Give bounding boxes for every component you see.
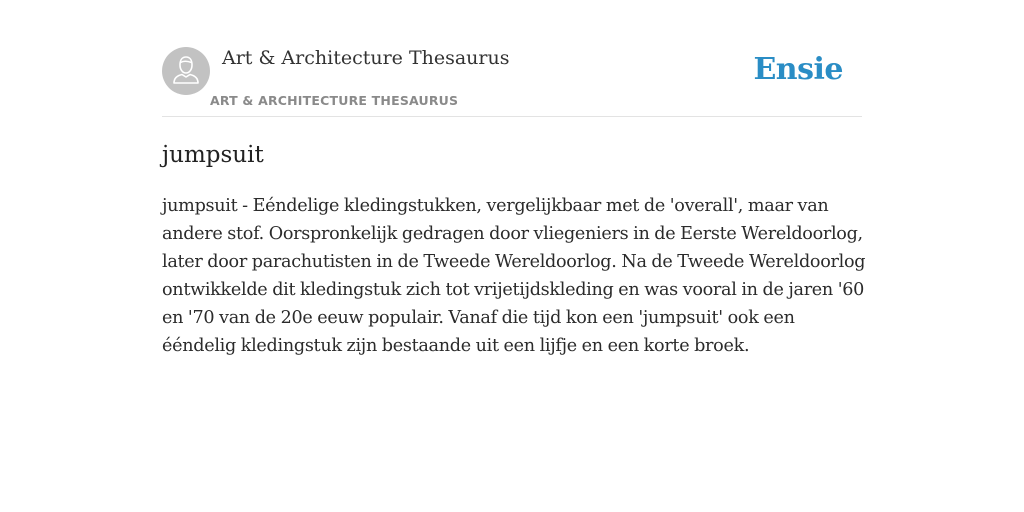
source-subtitle[interactable]: ART & ARCHITECTURE THESAURUS [210,93,459,108]
user-silhouette-icon [162,47,210,95]
brand-logo[interactable]: Ensie [753,52,843,87]
source-title[interactable]: Art & Architecture Thesaurus [222,47,510,69]
entry-header [162,46,862,117]
entry-term: jumpsuit [162,142,264,168]
entry-definition: jumpsuit - Eéndelige kledingstukken, vergelijkbaar met de 'overall', maar van andere stof. Oorspronkelijk gedragen door vliegeniers in de Eerste Wereldoorlog, later door parachutisten in de Tweede Wereldoorlog. Na de Tweede Wereldoorlog ontwikkelde dit kledingstuk zich tot vrijetijdskleding en was vooral in de jaren '60 en '70 van de 20e eeuw populair. Vanaf die tijd kon een 'jumpsuit' ook een ééndelig kledingstuk zijn bestaande uit een lijfje en een korte broek. [162,196,866,356]
avatar[interactable] [162,47,210,95]
